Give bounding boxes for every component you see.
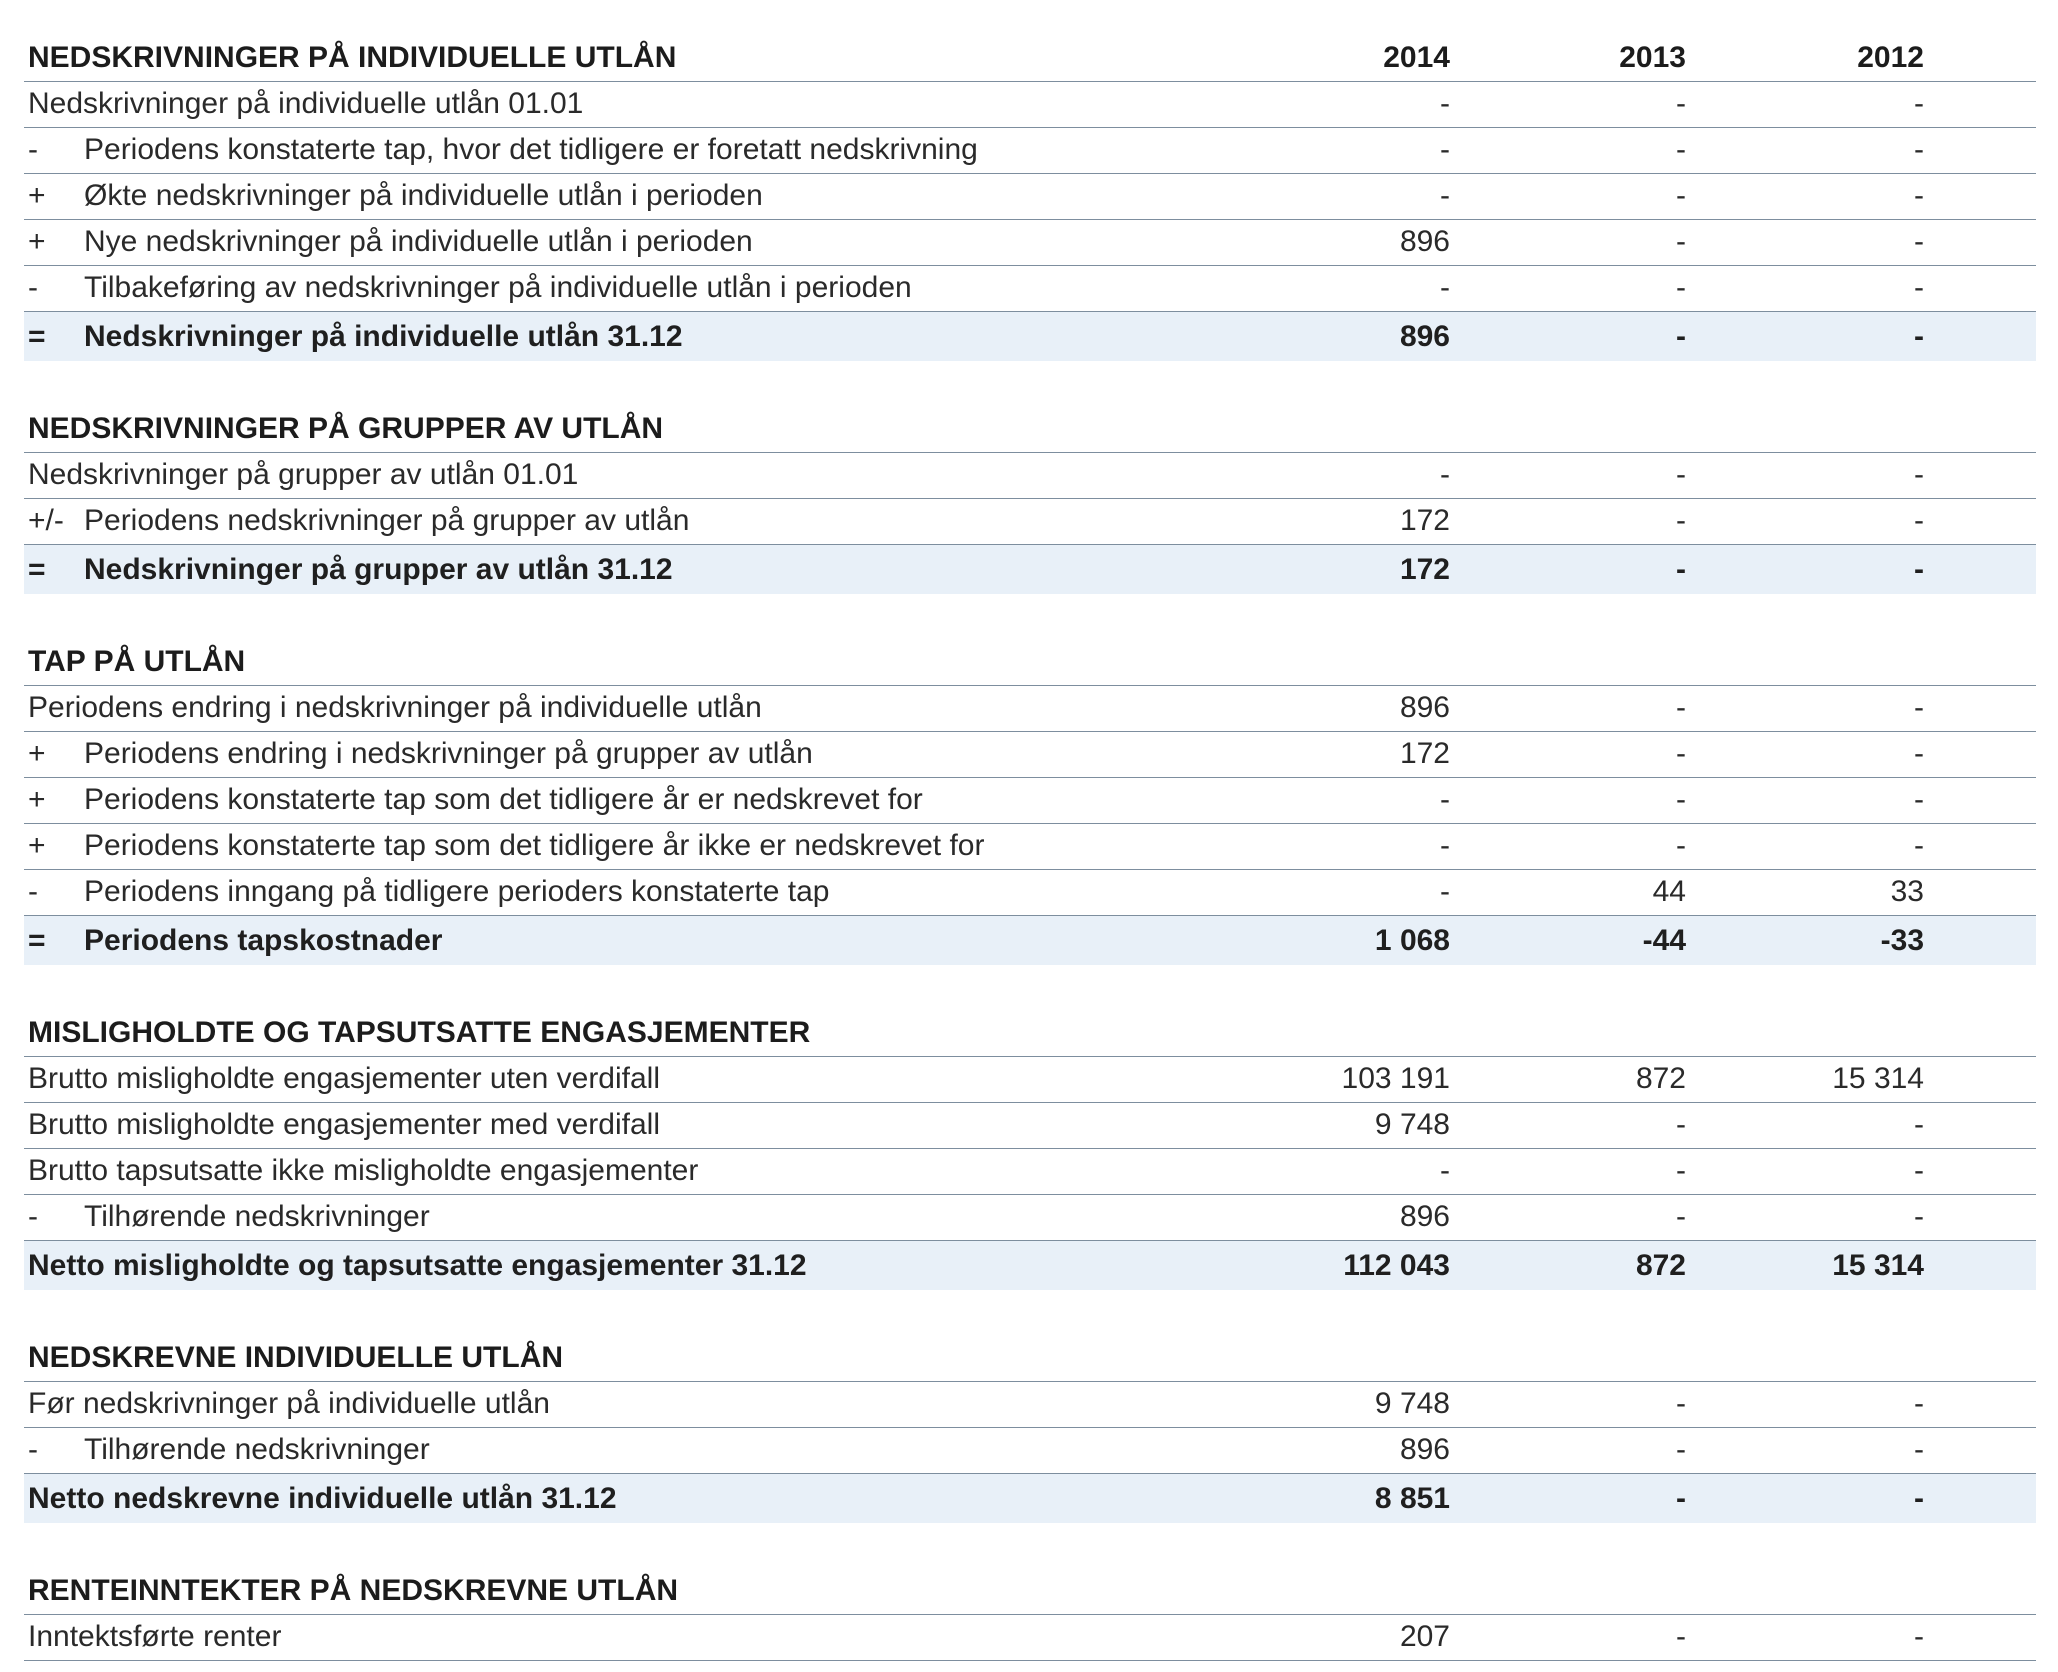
row-operator: - — [28, 1200, 38, 1233]
value-2014: 896 — [1399, 320, 1450, 353]
section-title: NEDSKREVNE INDIVIDUELLE UTLÅN — [28, 1341, 564, 1374]
table-row — [24, 1615, 2036, 1661]
value-2013: - — [1676, 737, 1686, 770]
value-2013: - — [1676, 1387, 1686, 1420]
row-label: Periodens konstaterte tap, hvor det tidligere er foretatt nedskrivning — [84, 133, 978, 166]
section-header — [24, 1569, 2036, 1615]
table-row — [24, 453, 2036, 499]
value-2014: 9 748 — [1374, 1108, 1450, 1141]
row-operator: = — [28, 320, 46, 353]
value-2013: - — [1676, 1620, 1686, 1653]
value-2014: 896 — [1399, 1433, 1450, 1466]
value-2012: - — [1914, 271, 1924, 304]
value-2012: - — [1914, 320, 1924, 353]
value-2012: - — [1914, 1200, 1924, 1233]
table-row — [24, 1057, 2036, 1103]
value-2013: - — [1676, 1433, 1686, 1466]
section-header — [24, 640, 2036, 686]
table-row — [24, 824, 2036, 870]
value-2014: - — [1440, 87, 1450, 120]
value-2014: - — [1440, 783, 1450, 816]
section-title: MISLIGHOLDTE OG TAPSUTSATTE ENGASJEMENTER — [28, 1016, 811, 1049]
section-title: TAP PÅ UTLÅN — [28, 645, 246, 678]
section-title: NEDSKRIVNINGER PÅ GRUPPER AV UTLÅN — [28, 412, 664, 445]
value-2012: - — [1914, 1620, 1924, 1653]
value-2013: 872 — [1635, 1249, 1686, 1282]
value-2014: - — [1440, 458, 1450, 491]
section-spacer — [24, 1290, 2036, 1336]
value-2014: - — [1440, 271, 1450, 304]
row-operator: + — [28, 179, 46, 212]
value-2013: - — [1676, 1200, 1686, 1233]
total-row — [24, 1241, 2036, 1290]
section-spacer — [24, 965, 2036, 1011]
value-2012: - — [1914, 829, 1924, 862]
table-row — [24, 82, 2036, 128]
row-operator: = — [28, 924, 46, 957]
row-operator: + — [28, 783, 46, 816]
row-label: Netto nedskrevne individuelle utlån 31.12 — [28, 1482, 617, 1515]
table-row — [24, 1149, 2036, 1195]
value-2012: - — [1914, 1433, 1924, 1466]
value-2014: 8 851 — [1374, 1482, 1450, 1515]
total-row — [24, 545, 2036, 594]
table-row — [24, 1428, 2036, 1474]
loss-provisions-table — [24, 36, 2036, 1661]
row-label: Før nedskrivninger på individuelle utlån — [28, 1387, 550, 1420]
value-2014: - — [1440, 133, 1450, 166]
value-2012: 15 314 — [1832, 1249, 1924, 1282]
value-2014: - — [1440, 1154, 1450, 1187]
row-label: Økte nedskrivninger på individuelle utlån i perioden — [84, 179, 763, 212]
row-label: Brutto misligholdte engasjementer med verdifall — [28, 1108, 660, 1141]
section-spacer — [24, 1523, 2036, 1569]
value-2013: - — [1676, 133, 1686, 166]
table-row — [24, 1382, 2036, 1428]
table-row — [24, 1103, 2036, 1149]
value-2013: 44 — [1652, 875, 1686, 908]
value-2012: - — [1914, 1387, 1924, 1420]
row-label: Nye nedskrivninger på individuelle utlån i perioden — [84, 225, 753, 258]
row-operator: - — [28, 271, 38, 304]
year-header-2013: 2013 — [1619, 41, 1686, 74]
row-operator: - — [28, 1433, 38, 1466]
value-2012: 15 314 — [1832, 1062, 1924, 1095]
row-operator: - — [28, 875, 38, 908]
table-row — [24, 870, 2036, 916]
value-2013: - — [1676, 225, 1686, 258]
row-label: Nedskrivninger på individuelle utlån 31.12 — [84, 320, 683, 353]
value-2013: 872 — [1635, 1062, 1686, 1095]
value-2013: - — [1676, 458, 1686, 491]
row-label: Periodens konstaterte tap som det tidligere år er nedskrevet for — [84, 783, 923, 816]
value-2012: - — [1914, 783, 1924, 816]
value-2013: - — [1676, 504, 1686, 537]
table-row — [24, 686, 2036, 732]
value-2012: - — [1914, 87, 1924, 120]
year-header-2014: 2014 — [1383, 41, 1450, 74]
table-row — [24, 778, 2036, 824]
value-2013: - — [1676, 320, 1686, 353]
year-header-2012: 2012 — [1857, 41, 1924, 74]
section-header — [24, 407, 2036, 453]
row-label: Periodens tapskostnader — [84, 924, 443, 957]
row-label: Periodens endring i nedskrivninger på individuelle utlån — [28, 691, 762, 724]
section-header — [24, 1011, 2036, 1057]
section-spacer — [24, 594, 2036, 640]
value-2013: - — [1676, 829, 1686, 862]
row-label: Tilbakeføring av nedskrivninger på individuelle utlån i perioden — [84, 271, 912, 304]
value-2012: - — [1914, 1154, 1924, 1187]
value-2012: - — [1914, 691, 1924, 724]
value-2012: - — [1914, 737, 1924, 770]
row-label: Periodens inngang på tidligere perioders konstaterte tap — [84, 875, 830, 908]
value-2013: - — [1676, 179, 1686, 212]
value-2013: - — [1676, 87, 1686, 120]
value-2013: - — [1676, 271, 1686, 304]
row-operator: + — [28, 225, 46, 258]
table-row — [24, 266, 2036, 312]
value-2012: - — [1914, 1108, 1924, 1141]
value-2012: - — [1914, 1482, 1924, 1515]
value-2012: - — [1914, 553, 1924, 586]
value-2014: 172 — [1399, 553, 1450, 586]
value-2014: 896 — [1399, 691, 1450, 724]
row-label: Periodens konstaterte tap som det tidligere år ikke er nedskrevet for — [84, 829, 985, 862]
table-row — [24, 1195, 2036, 1241]
value-2014: 172 — [1399, 737, 1450, 770]
row-label: Brutto misligholdte engasjementer uten verdifall — [28, 1062, 661, 1095]
total-row — [24, 312, 2036, 361]
value-2013: - — [1676, 783, 1686, 816]
total-row — [24, 916, 2036, 965]
value-2014: 896 — [1399, 1200, 1450, 1233]
row-label: Periodens nedskrivninger på grupper av utlån — [84, 504, 690, 537]
row-operator: - — [28, 133, 38, 166]
section-spacer — [24, 361, 2036, 407]
value-2014: 172 — [1399, 504, 1450, 537]
table-row — [24, 128, 2036, 174]
value-2014: - — [1440, 179, 1450, 212]
value-2013: - — [1676, 553, 1686, 586]
value-2014: 207 — [1399, 1620, 1450, 1653]
value-2013: - — [1676, 691, 1686, 724]
row-label: Nedskrivninger på grupper av utlån 01.01 — [28, 458, 579, 491]
row-label: Nedskrivninger på individuelle utlån 01.01 — [28, 87, 584, 120]
section-header — [24, 1336, 2036, 1382]
section-title: NEDSKRIVNINGER PÅ INDIVIDUELLE UTLÅN — [28, 41, 677, 74]
value-2012: - — [1914, 133, 1924, 166]
value-2014: 9 748 — [1374, 1387, 1450, 1420]
section-header — [24, 36, 2036, 82]
table-row — [24, 732, 2036, 778]
row-label: Netto misligholdte og tapsutsatte engasjementer 31.12 — [28, 1249, 807, 1282]
row-label: Tilhørende nedskrivninger — [84, 1200, 430, 1233]
value-2013: -44 — [1642, 924, 1686, 957]
row-label: Nedskrivninger på grupper av utlån 31.12 — [84, 553, 673, 586]
value-2014: 1 068 — [1374, 924, 1450, 957]
value-2013: - — [1676, 1108, 1686, 1141]
value-2014: 112 043 — [1343, 1249, 1450, 1282]
row-operator: + — [28, 737, 46, 770]
table-row — [24, 174, 2036, 220]
total-row — [24, 1474, 2036, 1523]
row-label: Brutto tapsutsatte ikke misligholdte engasjementer — [28, 1154, 699, 1187]
row-operator: = — [28, 553, 46, 586]
value-2014: - — [1440, 875, 1450, 908]
value-2014: 896 — [1399, 225, 1450, 258]
row-label: Inntektsførte renter — [28, 1620, 282, 1653]
value-2014: 103 191 — [1341, 1062, 1450, 1095]
section-title: RENTEINNTEKTER PÅ NEDSKREVNE UTLÅN — [28, 1574, 679, 1607]
value-2012: 33 — [1890, 875, 1924, 908]
value-2012: - — [1914, 225, 1924, 258]
value-2014: - — [1440, 829, 1450, 862]
value-2013: - — [1676, 1482, 1686, 1515]
row-label: Periodens endring i nedskrivninger på grupper av utlån — [84, 737, 813, 770]
table-row — [24, 499, 2036, 545]
value-2012: - — [1914, 504, 1924, 537]
row-label: Tilhørende nedskrivninger — [84, 1433, 430, 1466]
value-2013: - — [1676, 1154, 1686, 1187]
value-2012: -33 — [1880, 924, 1924, 957]
row-operator: +/- — [28, 504, 64, 537]
row-operator: + — [28, 829, 46, 862]
table-row — [24, 220, 2036, 266]
value-2012: - — [1914, 179, 1924, 212]
value-2012: - — [1914, 458, 1924, 491]
